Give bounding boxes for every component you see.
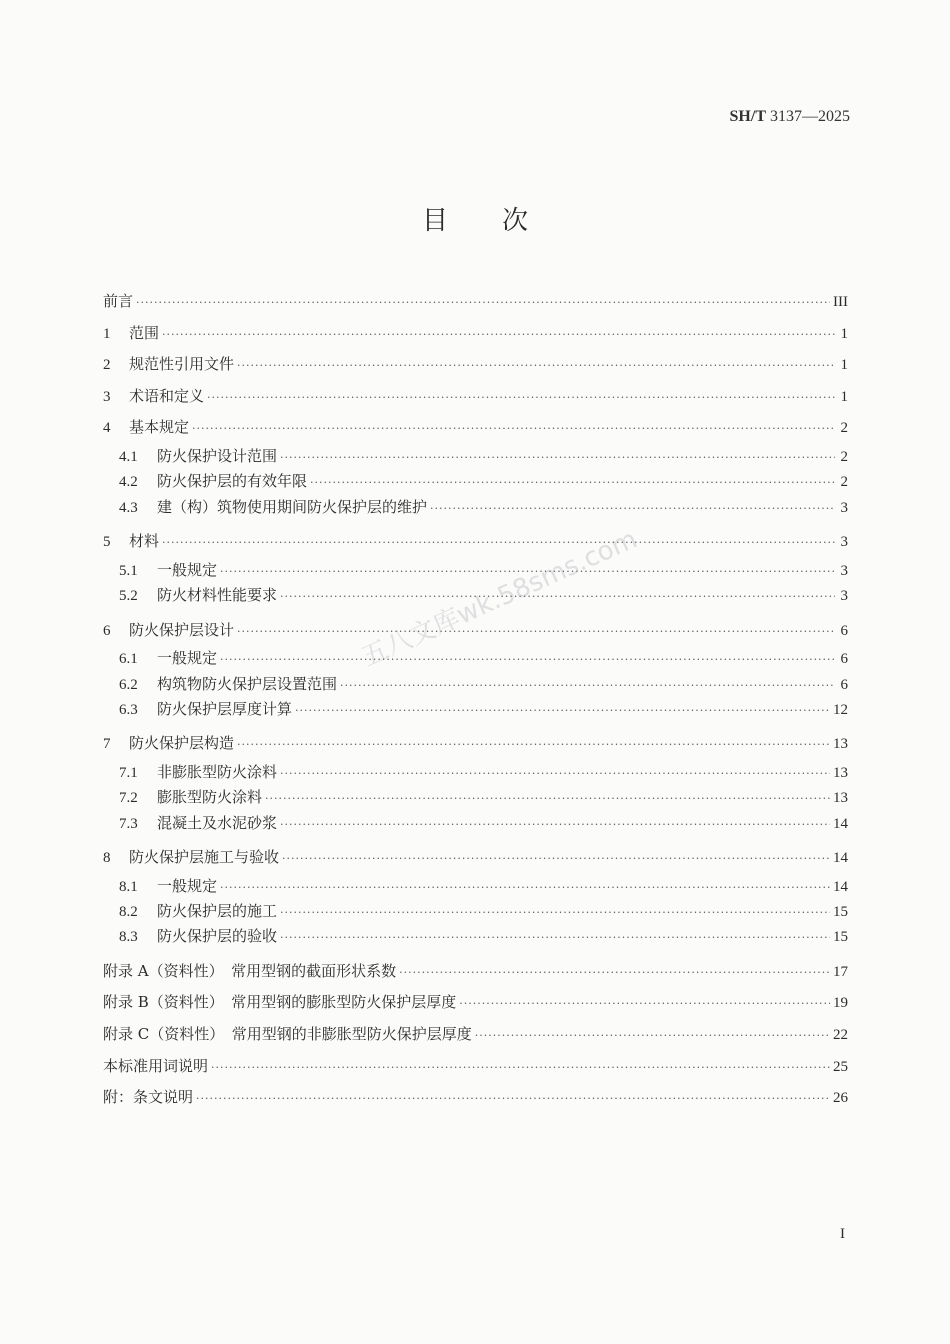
toc-entry[interactable] — [103, 760, 848, 785]
toc-entry-page: 3 — [840, 534, 848, 551]
toc-entry-label: 规范性引用文件 — [129, 355, 235, 374]
toc-entry-number: 6 — [103, 622, 111, 639]
toc-entry-label: 防火保护设计范围 — [157, 446, 278, 465]
watermark-text: 五八文库wk.58sms.com — [357, 524, 642, 673]
toc-entry-number: 8.2 — [119, 904, 138, 921]
toc-entry[interactable] — [103, 558, 848, 583]
toc-entry-page: 6 — [840, 676, 848, 693]
toc-leader-dots — [220, 647, 835, 672]
toc-leader-dots — [237, 350, 835, 382]
toc-entry-page: 3 — [840, 499, 848, 516]
document-code-prefix: SH/T — [729, 108, 766, 125]
toc-entry-page: 2 — [840, 448, 848, 465]
toc-leader-dots — [399, 957, 830, 989]
toc-entry-label: 本标准用词说明 — [103, 1056, 209, 1075]
toc-leader-dots — [280, 925, 830, 950]
toc-entry-number: 4 — [103, 420, 111, 437]
toc-entry[interactable] — [103, 646, 848, 671]
toc-entry-label: 材料 — [129, 532, 160, 551]
toc-entry-page: 14 — [833, 850, 848, 867]
toc-entry-label: 防火保护层的有效年限 — [157, 472, 308, 491]
toc-entry-page: 15 — [833, 904, 848, 921]
toc-entry-label: 防火保护层的施工 — [157, 902, 278, 921]
toc-leader-dots — [220, 875, 830, 900]
toc-leader-dots — [280, 900, 830, 925]
toc-entry-label: 构筑物防火保护层设置范围 — [157, 674, 338, 693]
toc-entry[interactable] — [103, 697, 848, 722]
toc-entry-label: 防火保护层的验收 — [157, 927, 278, 946]
document-code — [730, 108, 850, 126]
toc-entry-label: 附：条文说明 — [103, 1088, 194, 1107]
toc-entry-number: 7.1 — [119, 764, 138, 781]
toc-entry[interactable] — [103, 286, 848, 318]
toc-entry[interactable] — [103, 1019, 848, 1051]
toc-entry-page: 1 — [840, 388, 848, 405]
toc-entry-label: 防火保护层施工与验收 — [129, 848, 280, 867]
toc-entry-page: 26 — [833, 1090, 848, 1107]
toc-entry[interactable] — [103, 785, 848, 810]
table-of-contents — [103, 286, 848, 1114]
toc-entry-label: 混凝土及水泥砂浆 — [157, 813, 278, 832]
toc-entry-label: 范围 — [129, 323, 160, 342]
toc-leader-dots — [192, 413, 835, 445]
document-code-number: 3137—2025 — [766, 108, 850, 125]
toc-entry[interactable] — [103, 1082, 848, 1114]
toc-entry-page: 14 — [833, 815, 848, 832]
toc-entry-number: 8 — [103, 850, 111, 867]
toc-leader-dots — [280, 812, 830, 837]
toc-entry[interactable] — [103, 842, 848, 874]
toc-entry[interactable] — [103, 318, 848, 350]
toc-entry-number: 7.3 — [119, 815, 138, 832]
toc-entry-label: 附录 A（资料性） 常用型钢的截面形状系数 — [103, 961, 397, 980]
toc-leader-dots — [459, 988, 830, 1020]
toc-entry-page: 6 — [840, 651, 848, 668]
toc-entry-page: 13 — [833, 790, 848, 807]
toc-entry[interactable] — [103, 412, 848, 444]
toc-entry-label: 防火保护层厚度计算 — [157, 699, 293, 718]
toc-leader-dots — [280, 761, 830, 786]
toc-entry[interactable] — [103, 381, 848, 413]
toc-entry[interactable] — [103, 874, 848, 899]
toc-entry-label: 前言 — [103, 292, 134, 310]
toc-entry[interactable] — [103, 526, 848, 558]
toc-entry[interactable] — [103, 728, 848, 760]
toc-entry-number: 5.2 — [119, 588, 138, 605]
toc-leader-dots — [340, 673, 835, 698]
toc-entry-number: 8.3 — [119, 929, 138, 946]
toc-leader-dots — [237, 729, 830, 761]
toc-leader-dots — [162, 527, 835, 559]
toc-entry-label: 附录 B（资料性） 常用型钢的膨胀型防火保护层厚度 — [103, 993, 457, 1012]
toc-entry-number: 6.2 — [119, 676, 138, 693]
toc-entry-number: 4.1 — [119, 448, 138, 465]
toc-entry[interactable] — [103, 924, 848, 949]
toc-entry-page: 19 — [833, 995, 848, 1012]
toc-entry[interactable] — [103, 811, 848, 836]
page-number: I — [840, 1226, 845, 1242]
toc-entry-page: 15 — [833, 929, 848, 946]
toc-entry[interactable] — [103, 1051, 848, 1083]
toc-entry[interactable] — [103, 444, 848, 469]
toc-leader-dots — [162, 319, 835, 351]
toc-leader-dots — [295, 698, 830, 723]
toc-entry-label: 基本规定 — [129, 418, 190, 437]
toc-leader-dots — [207, 382, 835, 414]
toc-entry-page: 3 — [840, 588, 848, 605]
toc-entry-page: 13 — [833, 736, 848, 753]
toc-entry[interactable] — [103, 987, 848, 1019]
toc-entry-page: 1 — [840, 325, 848, 342]
toc-leader-dots — [430, 496, 835, 521]
toc-entry-page: 12 — [833, 701, 848, 718]
toc-entry-label: 防火保护层设计 — [129, 620, 235, 639]
toc-entry[interactable] — [103, 469, 848, 494]
toc-entry-number: 5.1 — [119, 562, 138, 579]
toc-entry-page: III — [833, 294, 848, 310]
toc-leader-dots — [136, 287, 830, 319]
toc-leader-dots — [282, 843, 830, 875]
toc-entry[interactable] — [103, 349, 848, 381]
toc-leader-dots — [310, 470, 835, 495]
toc-entry-label: 建（构）筑物使用期间防火保护层的维护 — [157, 497, 428, 516]
toc-entry-number: 7 — [103, 736, 111, 753]
toc-entry-label: 术语和定义 — [129, 386, 205, 405]
toc-entry-number: 7.2 — [119, 790, 138, 807]
toc-entry-number: 3 — [103, 388, 111, 405]
toc-entry-label: 一般规定 — [157, 649, 218, 668]
toc-leader-dots — [265, 786, 830, 811]
toc-entry-page: 2 — [840, 474, 848, 491]
toc-entry[interactable] — [103, 899, 848, 924]
toc-entry-label: 防火保护层构造 — [129, 734, 235, 753]
toc-entry-page: 17 — [833, 963, 848, 980]
toc-entry-page: 2 — [840, 420, 848, 437]
toc-leader-dots — [196, 1083, 830, 1115]
toc-leader-dots — [475, 1020, 830, 1052]
toc-entry[interactable] — [103, 956, 848, 988]
toc-entry-page: 22 — [833, 1027, 848, 1043]
toc-entry-number: 1 — [103, 325, 111, 342]
toc-entry-label: 一般规定 — [157, 876, 218, 895]
toc-entry-number: 8.1 — [119, 878, 138, 895]
toc-entry-page: 14 — [833, 878, 848, 895]
toc-entry-page: 25 — [833, 1058, 848, 1075]
toc-entry[interactable] — [103, 672, 848, 697]
toc-entry-number: 4.2 — [119, 474, 138, 491]
toc-entry-number: 2 — [103, 357, 111, 374]
toc-entry-page: 13 — [833, 764, 848, 781]
toc-entry-number: 5 — [103, 534, 111, 551]
toc-entry-number: 4.3 — [119, 499, 138, 516]
toc-leader-dots — [237, 616, 835, 648]
toc-entry-number: 6.1 — [119, 651, 138, 668]
page-title: 目次 — [421, 206, 582, 236]
toc-entry[interactable] — [103, 495, 848, 520]
toc-leader-dots — [211, 1052, 830, 1084]
toc-leader-dots — [280, 445, 835, 470]
toc-entry-number: 6.3 — [119, 701, 138, 718]
toc-entry-label: 一般规定 — [157, 560, 218, 579]
toc-entry-label: 非膨胀型防火涂料 — [157, 762, 278, 781]
toc-entry-page: 1 — [840, 357, 848, 374]
toc-entry-label: 防火材料性能要求 — [157, 586, 278, 605]
toc-entry-label: 膨胀型防火涂料 — [157, 788, 263, 807]
toc-entry-label: 附录 C（资料性） 常用型钢的非膨胀型防火保护层厚度 — [103, 1025, 472, 1043]
toc-entry-page: 3 — [840, 562, 848, 579]
toc-entry-page: 6 — [840, 622, 848, 639]
